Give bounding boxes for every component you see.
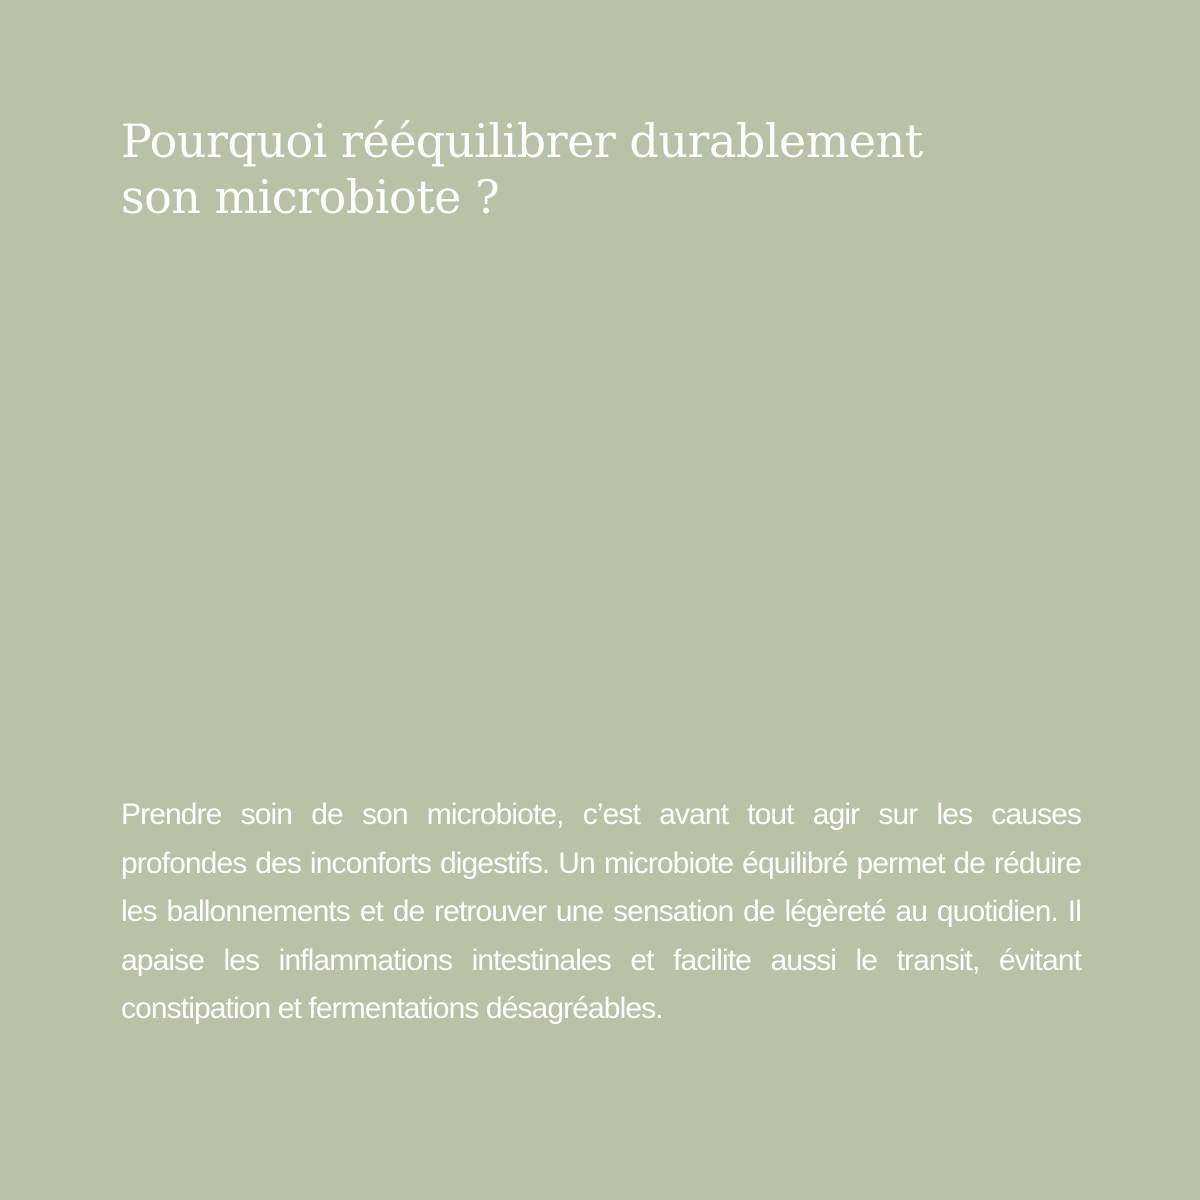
body-paragraph: Prendre soin de son microbiote, c’est avant tout agir sur les causes profondes des inconforts digestifs. Un microbiote équilibré permet de réduire les ballonnements et de retrouver une sensation de légèreté au quotidien. Il apaise les inflammations intestinales et facilite aussi le transit, évitant constipation et fermentations désagréables. [121, 798, 1081, 1025]
page-title-line-2: son microbiote ? [121, 170, 500, 224]
page-title [121, 113, 1081, 225]
page-title-line-1: Pourquoi rééquilibrer durablement [121, 114, 923, 168]
